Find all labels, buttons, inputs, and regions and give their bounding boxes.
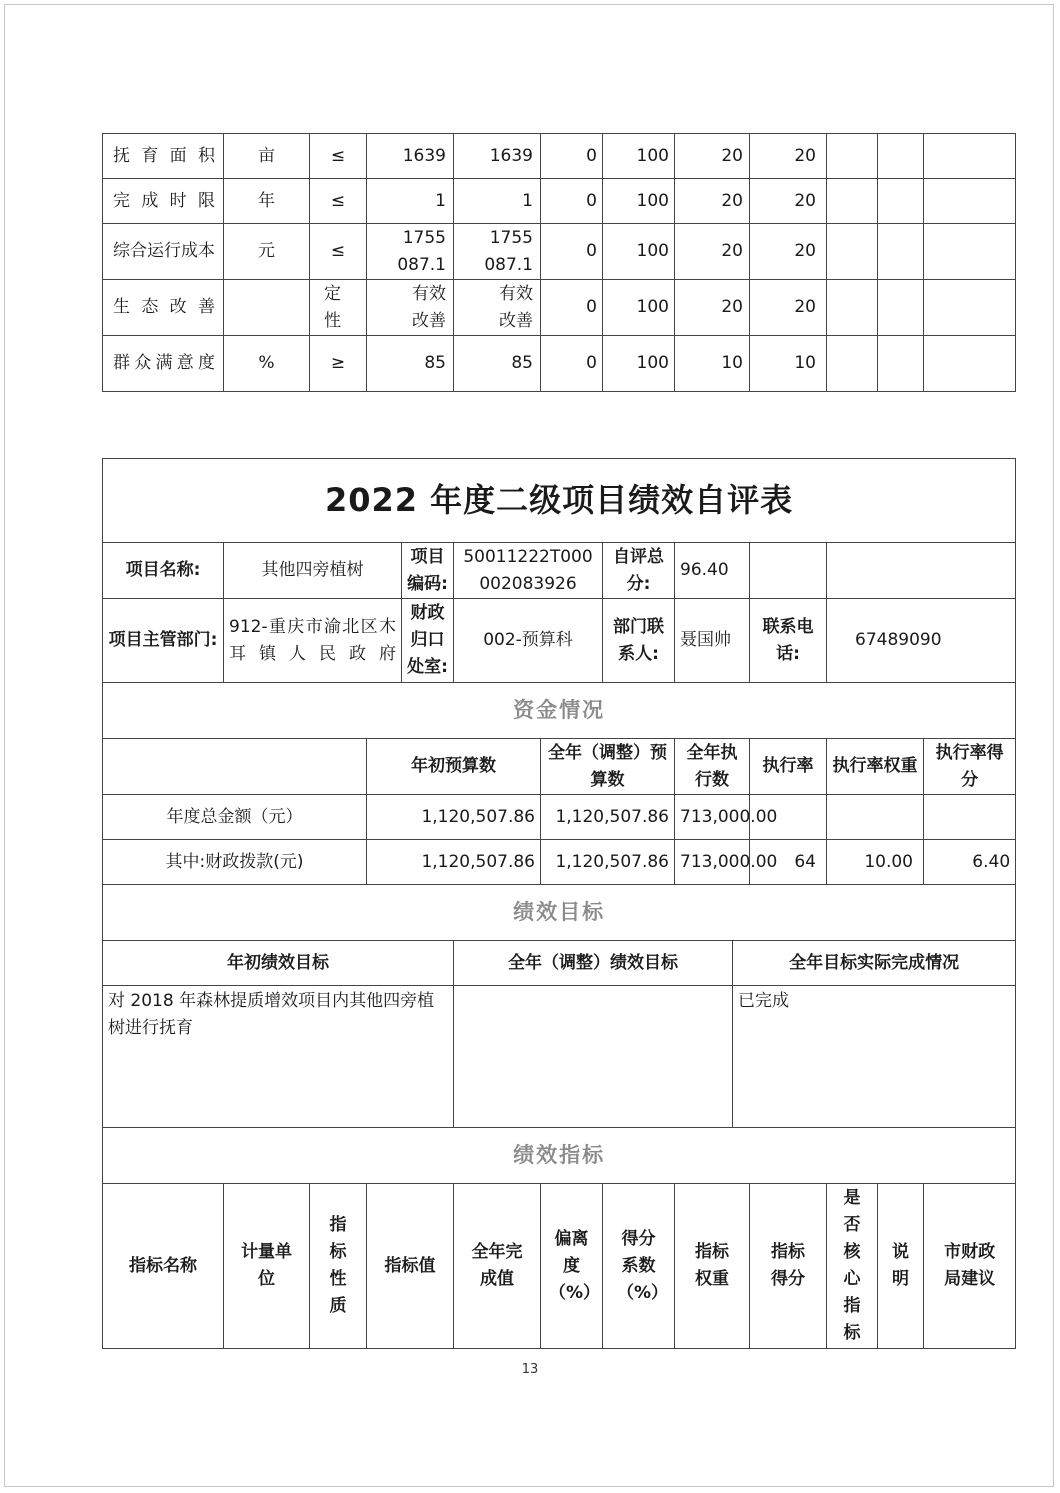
indicator-weight: 20	[675, 134, 750, 179]
empty-cell	[103, 739, 367, 795]
self-score: 96.40	[675, 543, 750, 599]
goal-adjusted	[454, 986, 733, 1128]
goals-section-title: 绩效目标	[103, 885, 1016, 941]
empty-cell	[827, 336, 878, 392]
indicators-section-title: 绩效指标	[103, 1128, 1016, 1184]
dept: 912-重庆市渝北区木耳镇人民政府	[224, 599, 402, 683]
indicators-header-row	[103, 1184, 1016, 1349]
funds-executed: 713,000.00	[675, 840, 750, 885]
funds-header: 执行率权重	[827, 739, 924, 795]
indicator-name: 完成时限	[103, 179, 224, 224]
empty-cell	[924, 336, 1016, 392]
indicator-header: 全年完成值	[454, 1184, 541, 1349]
indicator-target: 有效改善	[367, 280, 454, 336]
empty-cell	[924, 134, 1016, 179]
page-number: 13	[521, 1362, 539, 1377]
phone-label: 联系电话:	[750, 599, 827, 683]
funds-executed: 713,000.00	[675, 795, 750, 840]
indicator-row	[103, 336, 1016, 392]
finance-office: 002-预算科	[454, 599, 603, 683]
funds-header: 执行率	[750, 739, 827, 795]
funds-row-label: 其中:财政拨款(元)	[103, 840, 367, 885]
indicator-score: 20	[750, 134, 827, 179]
indicator-row	[103, 134, 1016, 179]
indicator-actual: 有效改善	[454, 280, 541, 336]
indicator-target: 1	[367, 179, 454, 224]
goals-header: 年初绩效目标	[103, 941, 454, 986]
indicator-continuation-table	[102, 133, 1016, 392]
goal-initial: 对 2018 年森林提质增效项目内其他四旁植树进行抚育	[103, 986, 454, 1128]
contact-label: 部门联系人:	[603, 599, 675, 683]
project-name-label: 项目名称:	[103, 543, 224, 599]
phone: 67489090	[827, 599, 1016, 683]
finance-office-label: 财政归口处室:	[402, 599, 454, 683]
indicator-header: 市财政局建议	[924, 1184, 1016, 1349]
funds-rate-weight	[827, 795, 924, 840]
indicator-target: 1639	[367, 134, 454, 179]
empty-cell	[827, 179, 878, 224]
contact: 聂国帅	[675, 599, 750, 683]
indicator-header: 指标值	[367, 1184, 454, 1349]
funds-row-label: 年度总金额（元）	[103, 795, 367, 840]
funds-header: 年初预算数	[367, 739, 541, 795]
indicator-actual: 1639	[454, 134, 541, 179]
empty-cell	[878, 224, 924, 280]
indicator-score-coefficient: 100	[603, 336, 675, 392]
indicator-header: 得分系数（%）	[603, 1184, 675, 1349]
indicator-nature: ≤	[310, 179, 367, 224]
indicator-nature: 定性	[310, 280, 367, 336]
indicator-header: 计量单位	[224, 1184, 310, 1349]
indicator-unit	[224, 280, 310, 336]
project-code-label: 项目编码:	[402, 543, 454, 599]
empty-cell	[827, 543, 1016, 599]
indicator-weight: 20	[675, 179, 750, 224]
funds-header: 全年执行数	[675, 739, 750, 795]
empty-cell	[878, 280, 924, 336]
goal-actual: 已完成	[733, 986, 1016, 1128]
indicator-actual: 1	[454, 179, 541, 224]
project-name: 其他四旁植树	[224, 543, 402, 599]
empty-cell	[827, 280, 878, 336]
project-code: 50011222T000002083926	[454, 543, 603, 599]
indicator-actual: 85	[454, 336, 541, 392]
indicator-target: 1755087.1	[367, 224, 454, 280]
indicator-unit: 元	[224, 224, 310, 280]
empty-cell	[878, 134, 924, 179]
funds-adjusted: 1,120,507.86	[541, 795, 675, 840]
indicator-header: 是否核心指标	[827, 1184, 878, 1349]
indicator-row	[103, 224, 1016, 280]
indicator-unit: 亩	[224, 134, 310, 179]
indicator-name: 群众满意度	[103, 336, 224, 392]
indicator-score-coefficient: 100	[603, 280, 675, 336]
goals-header: 全年（调整）绩效目标	[454, 941, 733, 986]
indicator-name: 抚育面积	[103, 134, 224, 179]
funds-header: 执行率得分	[924, 739, 1016, 795]
indicator-deviation: 0	[541, 179, 603, 224]
indicator-name: 生态改善	[103, 280, 224, 336]
indicator-deviation: 0	[541, 134, 603, 179]
indicator-actual: 1755087.1	[454, 224, 541, 280]
indicator-score-coefficient: 100	[603, 134, 675, 179]
indicator-score: 20	[750, 224, 827, 280]
indicator-nature: ≤	[310, 224, 367, 280]
indicator-deviation: 0	[541, 224, 603, 280]
performance-self-evaluation-form	[102, 458, 1016, 1349]
funds-row	[103, 795, 1016, 840]
funds-adjusted: 1,120,507.86	[541, 840, 675, 885]
empty-cell	[827, 224, 878, 280]
self-score-label: 自评总分:	[603, 543, 675, 599]
indicator-name: 综合运行成本	[103, 224, 224, 280]
funds-initial: 1,120,507.86	[367, 795, 541, 840]
funds-row	[103, 840, 1016, 885]
indicator-header: 指标名称	[103, 1184, 224, 1349]
indicator-unit: 年	[224, 179, 310, 224]
indicator-deviation: 0	[541, 336, 603, 392]
empty-cell	[924, 224, 1016, 280]
indicator-row	[103, 179, 1016, 224]
funds-rate: 64	[750, 840, 827, 885]
funds-rate-score	[924, 795, 1016, 840]
empty-cell	[924, 179, 1016, 224]
indicator-unit: %	[224, 336, 310, 392]
funds-header: 全年（调整）预算数	[541, 739, 675, 795]
indicator-score: 20	[750, 179, 827, 224]
indicator-score: 10	[750, 336, 827, 392]
empty-cell	[750, 543, 827, 599]
empty-cell	[878, 179, 924, 224]
empty-cell	[878, 336, 924, 392]
indicator-weight: 20	[675, 224, 750, 280]
funds-rate-weight: 10.00	[827, 840, 924, 885]
funds-section-title: 资金情况	[103, 683, 1016, 739]
indicator-deviation: 0	[541, 280, 603, 336]
goals-header: 全年目标实际完成情况	[733, 941, 1016, 986]
indicator-weight: 20	[675, 280, 750, 336]
indicator-header: 说明	[878, 1184, 924, 1349]
indicator-weight: 10	[675, 336, 750, 392]
empty-cell	[827, 134, 878, 179]
funds-initial: 1,120,507.86	[367, 840, 541, 885]
indicator-score-coefficient: 100	[603, 224, 675, 280]
indicator-nature: ≥	[310, 336, 367, 392]
indicator-header: 指标得分	[750, 1184, 827, 1349]
indicator-header: 指标权重	[675, 1184, 750, 1349]
indicator-target: 85	[367, 336, 454, 392]
form-title: 2022 年度二级项目绩效自评表	[103, 459, 1016, 543]
indicator-header: 指标性质	[310, 1184, 367, 1349]
indicator-score: 20	[750, 280, 827, 336]
funds-rate-score: 6.40	[924, 840, 1016, 885]
indicator-row	[103, 280, 1016, 336]
indicator-header: 偏离度（%）	[541, 1184, 603, 1349]
empty-cell	[924, 280, 1016, 336]
indicator-nature: ≤	[310, 134, 367, 179]
indicator-score-coefficient: 100	[603, 179, 675, 224]
dept-label: 项目主管部门:	[103, 599, 224, 683]
